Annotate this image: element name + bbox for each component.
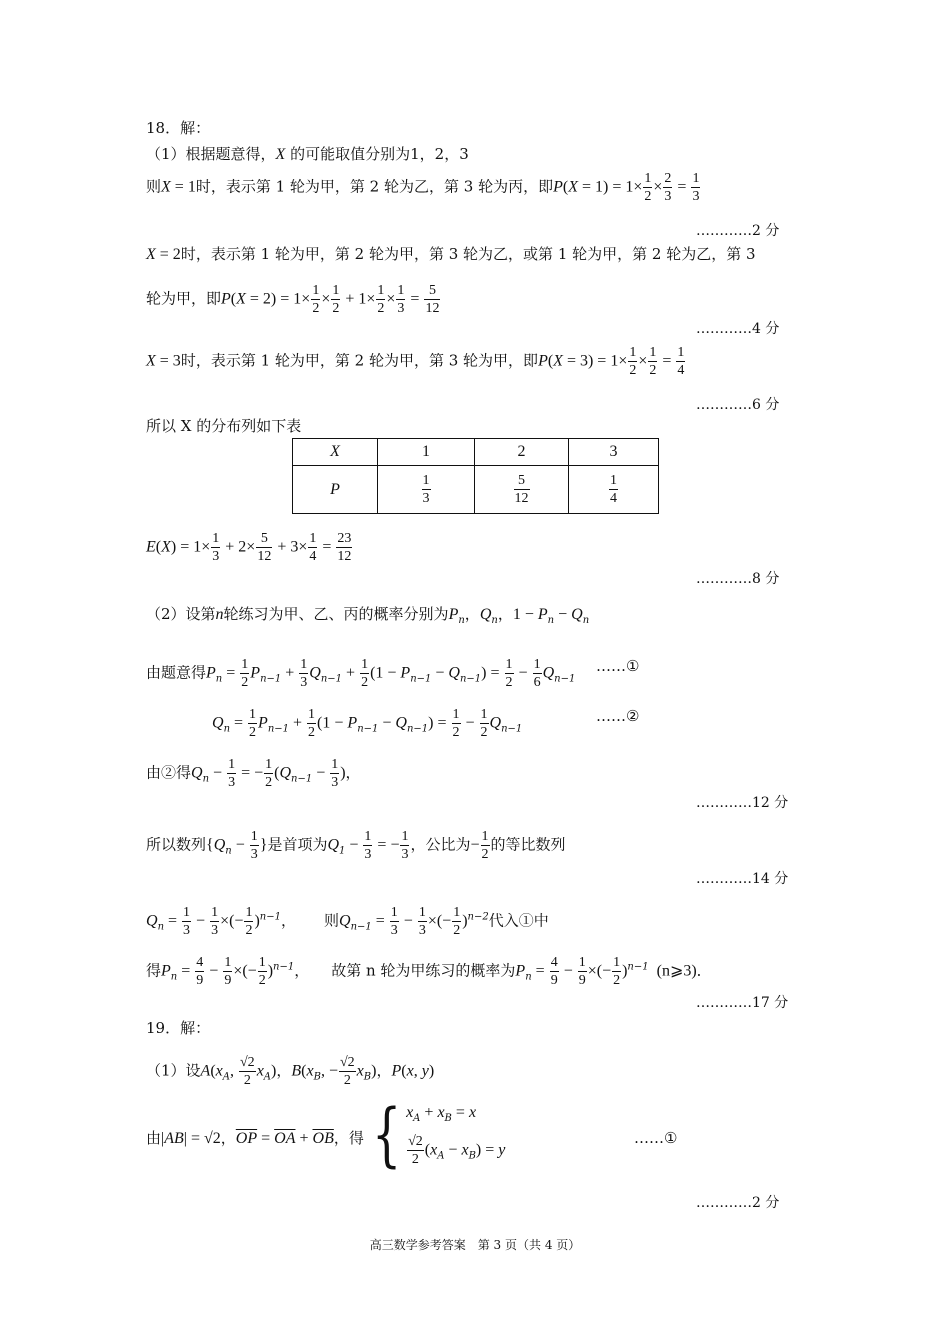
- frac: $\frac{1}{2}$: [481, 829, 489, 862]
- distribution-table: [292, 438, 659, 514]
- dist-intro: 所以 X 的分布列如下表: [146, 417, 302, 435]
- frac: $\frac{1}{2}$: [613, 955, 621, 988]
- table-row: [293, 439, 659, 466]
- table-cell: 1: [378, 439, 475, 466]
- frac: $\frac{1}{3}$: [211, 905, 219, 938]
- equation-system: [372, 1093, 506, 1175]
- frac: $\frac{1}{3}$: [364, 829, 372, 862]
- x3-line: X = 3时，表示第 1 轮为甲，第 2 轮为甲，第 3 轮为甲，即P(X = 3) = 1× $\frac{1}{2}$ × $\frac{1}{2}$ = $\frac{1}{4}$: [146, 345, 685, 378]
- sequence-line: 所以数列{$Q_n$ − $\frac{1}{3}$ }是首项为$Q_1$ − $\frac{1}{3}$ = − $\frac{1}{3}$ ，公比为− $\frac{1}{2}$ 的等比数列: [146, 829, 566, 862]
- frac: $\frac{1}{6}$: [533, 657, 541, 690]
- table-cell: X: [293, 439, 378, 466]
- frac: $\frac{1}{3}$: [418, 905, 426, 938]
- pn-line: 得$P_n$ = $\frac{4}{9}$ − $\frac{1}{9}$ ×(− $\frac{1}{2}$ )$^{n-1}$， 故第 n 轮为甲练习的概率为$P_n$ = $\frac{4}{9}$ − $\frac{1}{9}$ ×(− $\frac{1}{2}$ )$^{n-1}$ (n⩾3)．: [146, 955, 712, 988]
- x1-line: 则X = 1时，表示第 1 轮为甲，第 2 轮为乙，第 3 轮为丙，即P(X = 1) = 1× $\frac{1}{2}$ × $\frac{2}{3}$ = $\frac{1}{3}$: [146, 171, 700, 204]
- qn-line: $Q_n$ = $\frac{1}{3}$ − $\frac{1}{3}$ ×(− $\frac{1}{2}$ )$^{n-1}$， 则$Q_{n-1}$ = $\frac{1}{3}$ − $\frac{1}{3}$ ×(− $\frac{1}{2}$ )$^{n-2}$代入①中: [146, 905, 549, 938]
- frac: $\frac{23}{12}$: [337, 531, 352, 564]
- frac: $\frac{1}{2}$: [265, 757, 273, 790]
- frac: $\frac{1}{4}$: [610, 473, 617, 506]
- page-footer: 高三数学参考答案 第 3 页（共 4 页）: [369, 1238, 581, 1252]
- part2-intro: （2）设第n轮练习为甲、乙、丙的概率分别为$P_n$，$Q_n$，$1 - P_n - Q_n$: [146, 605, 590, 626]
- frac: $\frac{1}{3}$: [422, 473, 430, 506]
- mark-2: ……②: [596, 707, 640, 725]
- frac: $\frac{1}{3}$: [397, 283, 405, 316]
- frac: $\frac{1}{3}$: [250, 829, 258, 862]
- frac: $\frac{√2}{2}$: [339, 1055, 355, 1088]
- table-row: [293, 466, 659, 514]
- score-8: …………8 分: [696, 571, 780, 587]
- x2-line2: 轮为甲，即P(X = 2) = 1× $\frac{1}{2}$ × $\frac{1}{2}$ + 1× $\frac{1}{2}$ × $\frac{1}{3}$ = $\frac{5}{12}$: [146, 283, 440, 316]
- frac: $\frac{1}{2}$: [453, 905, 461, 938]
- frac: $\frac{5}{12}$: [514, 473, 529, 506]
- frac: $\frac{√2}{2}$: [408, 1134, 423, 1167]
- frac: $\frac{1}{2}$: [312, 283, 320, 316]
- frac: $\frac{5}{12}$: [425, 283, 440, 316]
- q19-part1-intro: （1）设$A(x_A$, $\frac{√2}{2}$ $x_A$)，$B(x_B$, − $\frac{√2}{2}$ $x_B$)，P(x, y): [146, 1055, 435, 1088]
- frac: $\frac{2}{3}$: [664, 171, 672, 204]
- brace: {: [372, 1093, 402, 1175]
- frac: $\frac{1}{3}$: [390, 905, 398, 938]
- q19-mark-1: ……①: [634, 1129, 678, 1147]
- q19-system-line: 由|AB| = √2，$\overline{OP} = \overline{OA} + \overline{OB}$，得: [146, 1129, 364, 1147]
- frac: $\frac{5}{12}$: [257, 531, 272, 564]
- frac: $\frac{1}{2}$: [505, 657, 513, 690]
- frac: $\frac{1}{3}$: [692, 171, 700, 204]
- system-rows: $x_A + x_B = x$ $\frac{√2}{2}$ $(x_A - x_B) = y$: [406, 1104, 506, 1167]
- frac: $\frac{1}{2}$: [258, 955, 266, 988]
- expectation-line: E(X) = 1× $\frac{1}{3}$ + 2× $\frac{5}{12}$ + 3× $\frac{1}{4}$ = $\frac{23}{12}$: [146, 531, 352, 564]
- score-4: …………4 分: [696, 321, 780, 337]
- frac: $\frac{1}{2}$: [377, 283, 385, 316]
- score-12: …………12 分: [696, 795, 789, 811]
- q18-part1-intro: （1）根据题意得，X 的可能取值分别为1，2，3: [146, 145, 469, 163]
- score-6: …………6 分: [696, 397, 780, 413]
- table-cell: [475, 466, 569, 514]
- frac: $\frac{1}{2}$: [649, 345, 657, 378]
- frac: $\frac{1}{3}$: [183, 905, 191, 938]
- frac: $\frac{4}{9}$: [196, 955, 204, 988]
- frac: $\frac{1}{3}$: [212, 531, 220, 564]
- score-14: …………14 分: [696, 871, 789, 887]
- table-cell: 2: [475, 439, 569, 466]
- frac: $\frac{1}{2}$: [332, 283, 340, 316]
- frac: $\frac{1}{2}$: [644, 171, 652, 204]
- frac: $\frac{1}{9}$: [578, 955, 586, 988]
- table-cell: P: [293, 466, 378, 514]
- eq2-line: $Q_n$ = $\frac{1}{2}$ $P_{n-1}$ + $\frac{1}{2}$ $(1 - P_{n-1} - Q_{n-1})$ = $\frac{1}{2}$ − $\frac{1}{2}$ $Q_{n-1}$: [212, 707, 523, 740]
- frac: $\frac{1}{4}$: [677, 345, 685, 378]
- q19-heading: 19．解：: [146, 1019, 211, 1037]
- frac: $\frac{1}{3}$: [228, 757, 236, 790]
- table-cell: 3: [569, 439, 659, 466]
- mark-1: ……①: [596, 657, 640, 675]
- frac: $\frac{1}{2}$: [308, 707, 316, 740]
- frac: $\frac{1}{3}$: [300, 657, 308, 690]
- frac: $\frac{1}{2}$: [629, 345, 637, 378]
- frac: $\frac{1}{3}$: [331, 757, 339, 790]
- frac: $\frac{1}{3}$: [401, 829, 409, 862]
- from-eq2-line: 由②得$Q_n$ − $\frac{1}{3}$ = − $\frac{1}{2}$ ($Q_{n-1}$ − $\frac{1}{3}$ )，: [146, 757, 361, 790]
- frac: $\frac{1}{2}$: [241, 657, 249, 690]
- score-17: …………17 分: [696, 995, 789, 1011]
- table-cell: [569, 466, 659, 514]
- frac: $\frac{√2}{2}$: [240, 1055, 255, 1088]
- score-2: …………2 分: [696, 223, 780, 239]
- frac: $\frac{1}{2}$: [249, 707, 257, 740]
- table-cell: [378, 466, 475, 514]
- frac: $\frac{1}{2}$: [452, 707, 460, 740]
- frac: $\frac{1}{2}$: [361, 657, 369, 690]
- frac: $\frac{1}{2}$: [480, 707, 488, 740]
- q18-heading: 18．解：: [146, 119, 211, 137]
- frac: $\frac{4}{9}$: [550, 955, 558, 988]
- eq1-line: 由题意得$P_n$ = $\frac{1}{2}$ $P_{n-1}$ + $\frac{1}{3}$ $Q_{n-1}$ + $\frac{1}{2}$ $(1 - P_{n-1} - Q_{n-1})$ = $\frac{1}{2}$ − $\frac{1}{6}$ $Q_{n-1}$: [146, 657, 576, 690]
- score-2b: …………2 分: [696, 1195, 780, 1211]
- frac: $\frac{1}{9}$: [224, 955, 232, 988]
- frac: $\frac{1}{2}$: [245, 905, 253, 938]
- frac: $\frac{1}{4}$: [309, 531, 317, 564]
- x2-line: X = 2时，表示第 1 轮为甲，第 2 轮为甲，第 3 轮为乙，或第 1 轮为甲，第 2 轮为乙，第 3: [146, 245, 756, 263]
